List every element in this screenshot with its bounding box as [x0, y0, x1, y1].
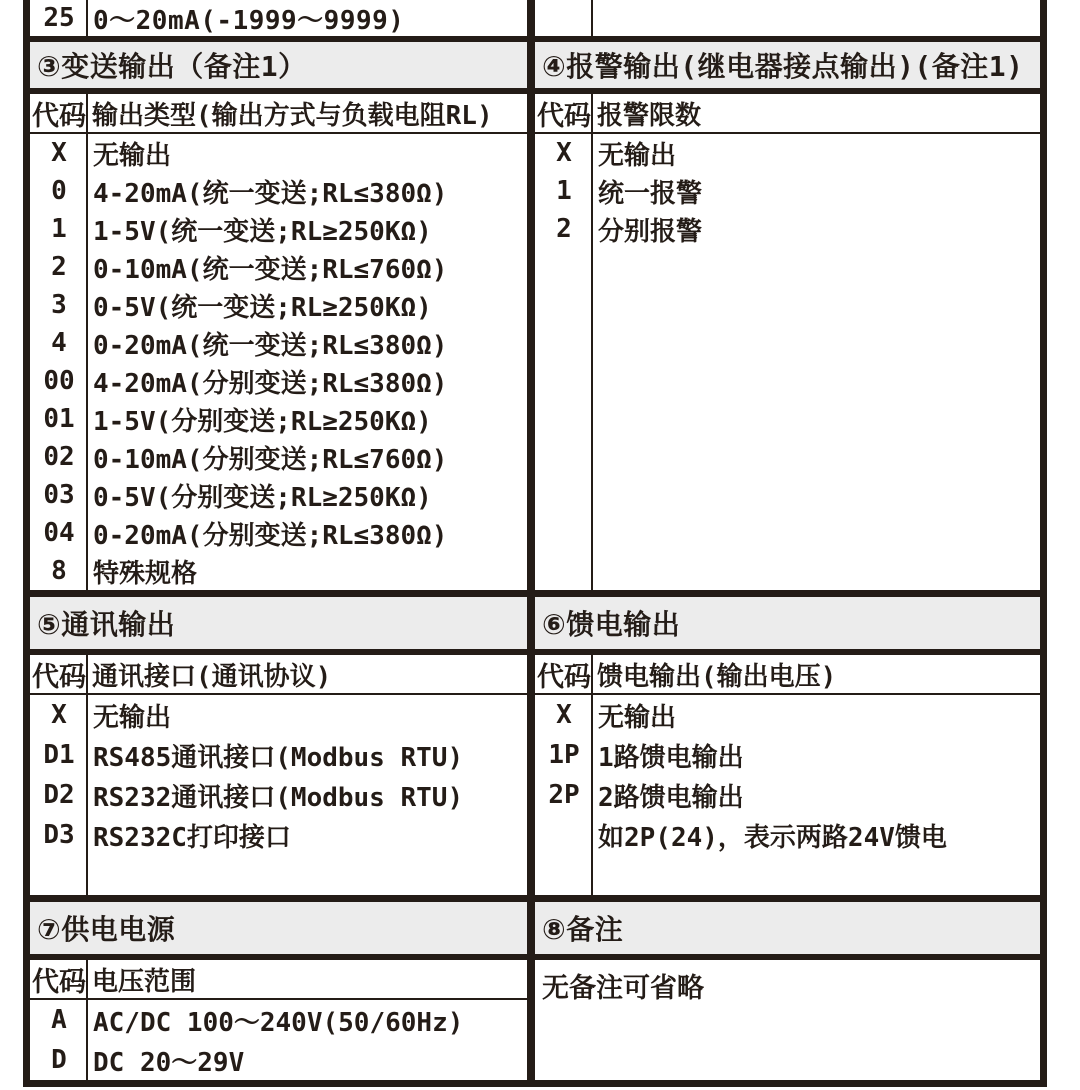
- table-row: [30, 476, 527, 514]
- section6-table: [535, 655, 1040, 895]
- desc-cell: 0-10mA(统一变送;RL≤760Ω): [93, 254, 448, 285]
- code-cell: X: [51, 138, 67, 168]
- column-divider: [591, 655, 593, 895]
- desc-column-header: 输出类型(输出方式与负载电阻RL): [92, 100, 493, 131]
- desc-cell: 0-5V(分别变送;RL≥250KΩ): [93, 482, 432, 513]
- code-cell: X: [51, 700, 67, 730]
- desc-cell: 0～20mA(-1999～9999): [93, 5, 405, 36]
- table-row: [30, 775, 527, 815]
- code-cell: X: [556, 138, 572, 168]
- desc-cell: 4-20mA(分别变送;RL≤380Ω): [93, 368, 448, 399]
- table-row: [30, 815, 527, 855]
- code-cell: 2: [51, 252, 67, 282]
- table-row: [535, 695, 1040, 735]
- section7-8-body: [30, 960, 1040, 1080]
- code-cell: 25: [43, 3, 75, 33]
- section8-header: ⑧备注: [535, 902, 1040, 954]
- table-row: [30, 438, 527, 476]
- center-divider: [527, 42, 535, 88]
- center-divider: [527, 960, 535, 1080]
- table-row: [30, 514, 527, 552]
- column-header-row: [30, 94, 527, 134]
- desc-cell: 无输出: [93, 140, 172, 171]
- code-cell: 4: [51, 328, 67, 358]
- desc-cell: 0-5V(统一变送;RL≥250KΩ): [93, 292, 432, 323]
- section4-table: [535, 94, 1040, 590]
- table-row: [535, 815, 1040, 855]
- section8-note-cell: [535, 960, 1040, 1080]
- desc-cell: RS232通讯接口(Modbus RTU): [93, 782, 464, 813]
- code-column-header: 代码: [537, 100, 591, 132]
- section-separator: [30, 590, 1040, 597]
- code-cell: 02: [43, 442, 75, 472]
- section-header-band: [30, 902, 1040, 960]
- section7-header: ⑦供电电源: [30, 902, 527, 954]
- table-row: [30, 1040, 527, 1080]
- code-cell: 03: [43, 480, 75, 510]
- table-row: [30, 695, 527, 735]
- section5-table: [30, 655, 527, 895]
- code-cell: 2P: [548, 780, 580, 810]
- desc-cell: RS485通讯接口(Modbus RTU): [93, 742, 464, 773]
- code-cell: D: [51, 1045, 67, 1075]
- table-row: [30, 324, 527, 362]
- table-row-partial: [30, 0, 1040, 36]
- desc-cell: 1路馈电输出: [598, 742, 744, 773]
- table-row: [30, 735, 527, 775]
- code-cell: 01: [43, 404, 75, 434]
- section3-table: [30, 94, 527, 590]
- desc-cell: 4-20mA(统一变送;RL≤380Ω): [93, 178, 448, 209]
- section-separator: [30, 895, 1040, 902]
- desc-column-header: 通讯接口(通讯协议): [92, 661, 332, 692]
- column-divider: [86, 94, 88, 590]
- column-divider: [86, 655, 88, 895]
- code-column-header: 代码: [32, 661, 86, 693]
- ordering-code-table: [23, 0, 1047, 1087]
- desc-cell: 特殊规格: [93, 558, 198, 589]
- desc-cell: 无输出: [598, 140, 677, 171]
- table-row: [535, 735, 1040, 775]
- table-row: [30, 210, 527, 248]
- section7-table: [30, 960, 527, 1080]
- table-row: [30, 172, 527, 210]
- code-cell: 2: [556, 214, 572, 244]
- code-cell: 04: [43, 518, 75, 548]
- section3-header: ③变送输出（备注1）: [30, 42, 527, 88]
- desc-cell: RS232C打印接口: [93, 822, 291, 853]
- desc-cell: 分别报警: [598, 216, 703, 247]
- desc-cell: DC 20～29V: [93, 1047, 245, 1078]
- column-header-row: [535, 655, 1040, 695]
- table-row: [30, 1000, 527, 1040]
- table-bottom-border: [30, 1080, 1040, 1087]
- section-header-band: [30, 597, 1040, 655]
- code-column-header: 代码: [537, 661, 591, 693]
- desc-cell: 1-5V(分别变送;RL≥250KΩ): [93, 406, 432, 437]
- center-divider: [527, 94, 535, 590]
- code-cell: A: [51, 1005, 67, 1035]
- code-column-header: 代码: [32, 100, 86, 132]
- table-row: [535, 172, 1040, 210]
- table-row: [30, 286, 527, 324]
- code-cell: 3: [51, 290, 67, 320]
- code-cell: X: [556, 700, 572, 730]
- column-header-row: [30, 960, 527, 1000]
- code-cell: D3: [43, 820, 75, 850]
- center-divider: [527, 597, 535, 649]
- desc-cell: 0-20mA(统一变送;RL≤380Ω): [93, 330, 448, 361]
- desc-cell: 无输出: [93, 702, 172, 733]
- column-header-row: [30, 655, 527, 695]
- section5-6-body: [30, 655, 1040, 895]
- desc-cell: 0-10mA(分别变送;RL≤760Ω): [93, 444, 448, 475]
- code-cell: D2: [43, 780, 75, 810]
- table-row: [30, 362, 527, 400]
- center-divider: [527, 902, 535, 954]
- desc-cell: 统一报警: [598, 178, 703, 209]
- column-header-row: [535, 94, 1040, 134]
- code-column-header: 代码: [32, 966, 86, 998]
- table-row: [30, 552, 527, 590]
- note-text: 无备注可省略: [542, 973, 704, 1004]
- table-row: [30, 400, 527, 438]
- code-cell: 00: [43, 366, 75, 396]
- column-divider: [86, 960, 88, 1080]
- desc-column-header: 报警限数: [597, 100, 702, 131]
- column-divider: [591, 0, 593, 36]
- table-row: [535, 775, 1040, 815]
- desc-column-header: 馈电输出(输出电压): [597, 661, 837, 692]
- center-divider: [527, 0, 535, 36]
- section4-header: ④报警输出(继电器接点输出)(备注1): [535, 42, 1040, 88]
- desc-cell: AC/DC 100～240V(50/60Hz): [93, 1007, 464, 1038]
- table-row: [535, 210, 1040, 248]
- section3-4-body: [30, 94, 1040, 590]
- desc-cell: 0-20mA(分别变送;RL≤380Ω): [93, 520, 448, 551]
- code-cell: 1: [556, 176, 572, 206]
- table-row: [30, 134, 527, 172]
- code-cell: 8: [51, 556, 67, 586]
- code-cell: 0: [51, 176, 67, 206]
- desc-cell: 1-5V(统一变送;RL≥250KΩ): [93, 216, 432, 247]
- center-divider: [527, 655, 535, 895]
- code-cell: 1: [51, 214, 67, 244]
- table-row: [535, 134, 1040, 172]
- table-row: [30, 248, 527, 286]
- code-cell: D1: [43, 740, 75, 770]
- desc-cell: 如2P(24)，表示两路24V馈电: [598, 822, 947, 853]
- section5-header: ⑤通讯输出: [30, 597, 527, 649]
- section6-header: ⑥馈电输出: [535, 597, 1040, 649]
- code-cell: 1P: [548, 740, 580, 770]
- desc-column-header: 电压范围: [92, 966, 197, 997]
- column-divider: [86, 0, 88, 36]
- column-divider: [591, 94, 593, 590]
- desc-cell: 无输出: [598, 702, 677, 733]
- desc-cell: 2路馈电输出: [598, 782, 744, 813]
- section-header-band: [30, 36, 1040, 94]
